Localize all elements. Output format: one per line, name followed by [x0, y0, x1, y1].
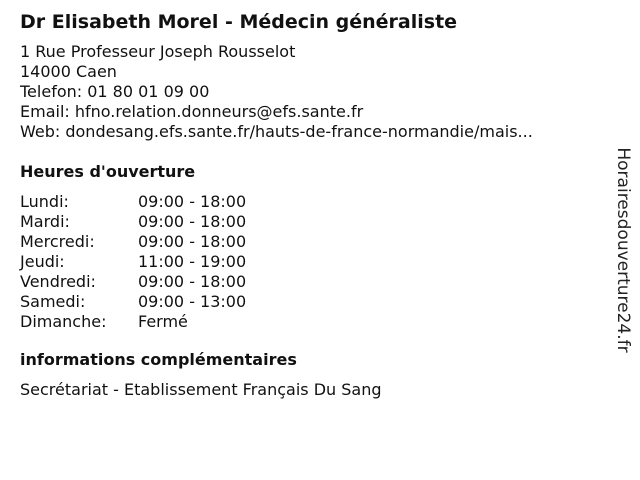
day-label: Jeudi:: [20, 252, 65, 271]
phone-text: Telefon: 01 80 01 09 00: [20, 82, 210, 101]
day-label: Samedi:: [20, 292, 86, 311]
address-city: 14000 Caen: [20, 62, 117, 81]
address-street: 1 Rue Professeur Joseph Rousselot: [20, 42, 296, 61]
additional-info-text: Secrétariat - Etablissement Français Du Sang: [20, 380, 382, 399]
opening-hours-heading: Heures d'ouverture: [20, 162, 196, 181]
business-info-card: [20, 10, 600, 400]
watermark-text: Horairesdouverture24.fr: [613, 147, 633, 353]
email-text: Email: hfno.relation.donneurs@efs.sante.fr: [20, 102, 364, 121]
opening-hours-table: [20, 192, 600, 332]
day-label: Lundi:: [20, 192, 69, 211]
day-label: Mardi:: [20, 212, 70, 231]
hours-value: 09:00 - 18:00: [138, 232, 247, 251]
hours-value: 11:00 - 19:00: [138, 252, 247, 271]
day-label: Dimanche:: [20, 312, 107, 331]
hours-value: 09:00 - 18:00: [138, 192, 247, 211]
hours-value: 09:00 - 18:00: [138, 272, 247, 291]
hours-value: 09:00 - 18:00: [138, 212, 247, 231]
additional-info-heading: informations complémentaires: [20, 350, 297, 369]
hours-value: Fermé: [138, 312, 188, 331]
website-text: Web: dondesang.efs.sante.fr/hauts-de-france-normandie/mais...: [20, 122, 533, 141]
hours-value: 09:00 - 13:00: [138, 292, 247, 311]
day-label: Mercredi:: [20, 232, 95, 251]
day-label: Vendredi:: [20, 272, 96, 291]
page-title: Dr Elisabeth Morel - Médecin généraliste: [20, 11, 458, 33]
